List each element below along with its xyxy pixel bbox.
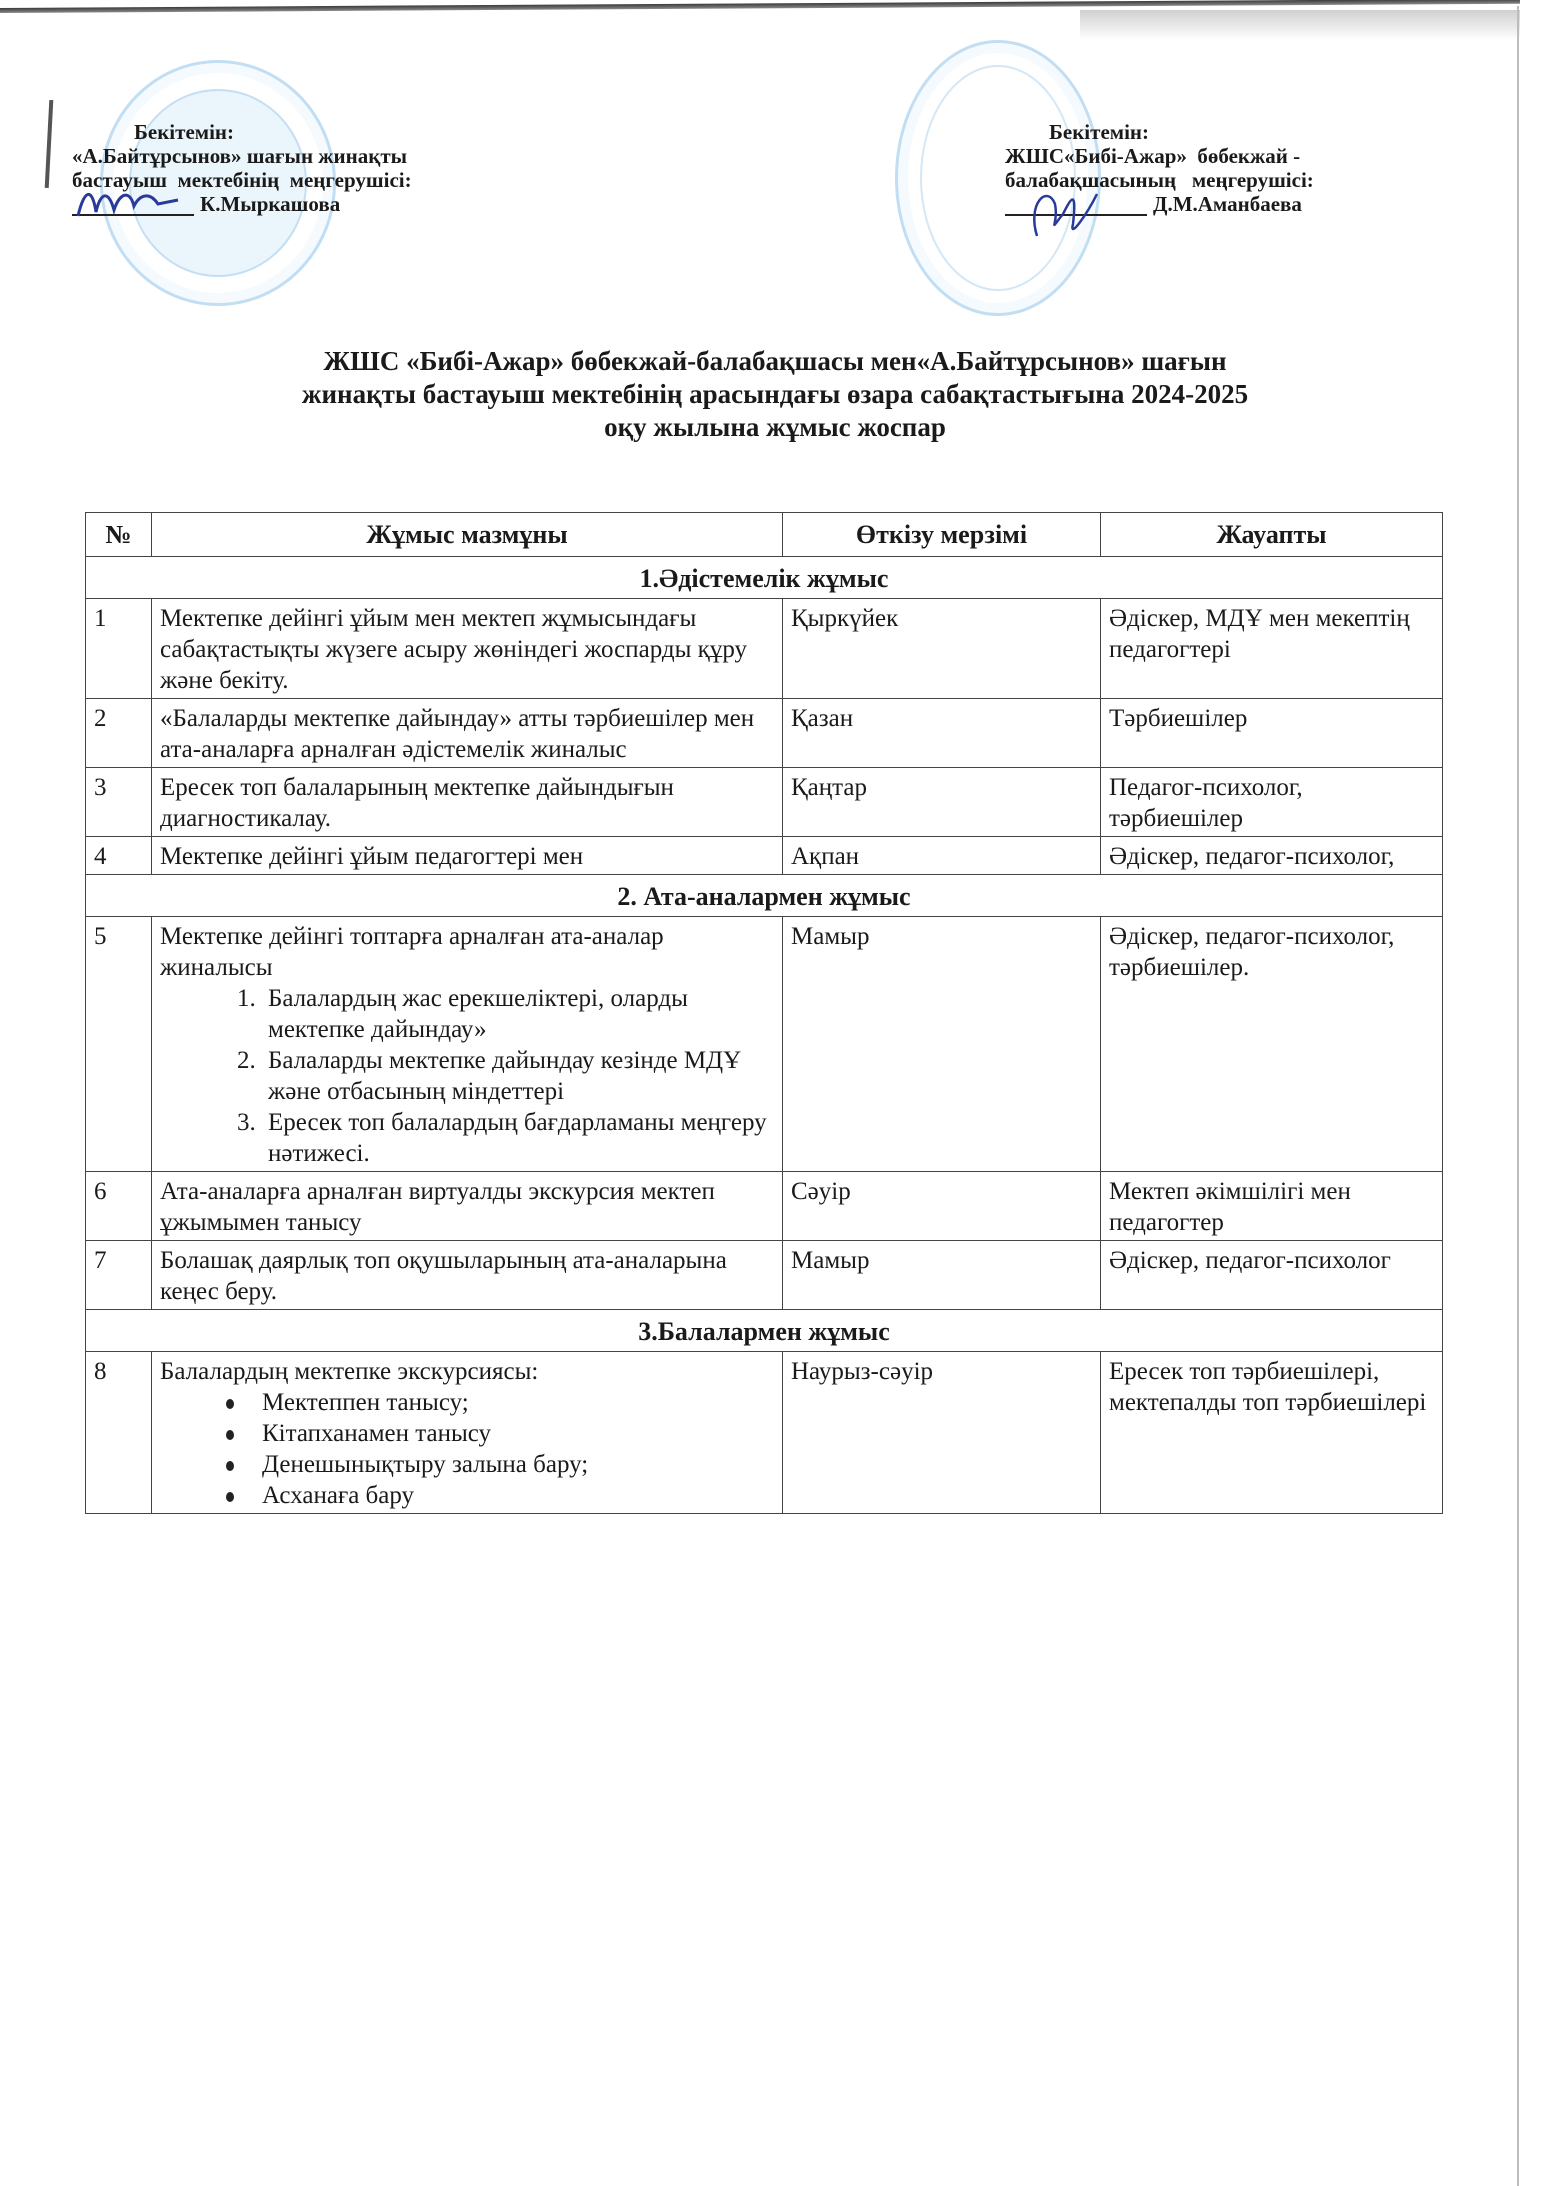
signature-icon [1007, 174, 1117, 244]
row-date: Сәуір [783, 1172, 1101, 1241]
document-title [100, 345, 1450, 444]
row-content: Мектепке дейінгі топтарға арналған ата-аналар жиналысы [160, 923, 664, 981]
row-content: Болашақ даярлық топ оқушыларының ата-аналарына кеңес беру. [152, 1241, 783, 1310]
row-number: 1 [86, 599, 152, 699]
row-content: Ересек топ балаларының мектепке дайындығын диагностикалау. [152, 768, 783, 837]
approval-line: балабақшасының меңгерушісі: [1005, 168, 1314, 192]
approval-block-kindergarten [1005, 120, 1314, 216]
table-row [86, 1172, 1443, 1241]
title-line: жинақты бастауыш мектебінің арасындағы өзара сабақтастығына 2024-2025 [301, 379, 1249, 409]
table-row [86, 1352, 1443, 1514]
table-row [86, 768, 1443, 837]
row-date: Қазан [783, 699, 1101, 768]
list-item: 1. Балалардың жас ерекшеліктері, оларды мектепке дайындау» [262, 983, 776, 1045]
signatory-name: Д.М.Аманбаева [1153, 192, 1302, 216]
row-number: 6 [86, 1172, 152, 1241]
approval-line: «А.Байтұрсынов» шағын жинақты [72, 144, 408, 168]
scan-right-edge [1517, 6, 1519, 2186]
list-item: Асханаға бару [226, 1480, 776, 1511]
section-row [86, 1310, 1443, 1352]
row-responsible: Әдіскер, МДҰ мен мекептің педагогтері [1101, 599, 1443, 699]
row-responsible: Педагог-психолог, тәрбиешілер [1101, 768, 1443, 837]
row-content: Балалардың мектепке экскурсиясы: [160, 1358, 539, 1385]
list-item: Денешынықтыру залына бару; [226, 1449, 776, 1480]
signature-line [1005, 192, 1147, 216]
table-header-row [86, 513, 1443, 557]
row-date: Ақпан [783, 837, 1101, 875]
header-responsible: Жауапты [1101, 513, 1443, 557]
row-number: 7 [86, 1241, 152, 1310]
signature-line [72, 192, 194, 216]
signature-icon [74, 182, 184, 222]
meeting-topics-list [160, 983, 776, 1169]
row-date: Мамыр [783, 917, 1101, 1172]
table-row [86, 599, 1443, 699]
row-date: Наурыз-сәуір [783, 1352, 1101, 1514]
row-content: Мектепке дейінгі ұйым педагогтері мен [152, 837, 783, 875]
work-plan-table [85, 512, 1443, 1514]
list-item: Мектеппен танысу; [226, 1387, 776, 1418]
title-line: ЖШС «Бибі-Ажар» бөбекжай-балабақшасы мен«А.Байтұрсынов» шағын [323, 346, 1227, 376]
table-row [86, 1241, 1443, 1310]
row-number: 4 [86, 837, 152, 875]
row-number: 2 [86, 699, 152, 768]
scan-shadow [1080, 10, 1520, 40]
section-row [86, 557, 1443, 599]
table-row [86, 699, 1443, 768]
approval-label: Бекітемін: [134, 120, 235, 144]
row-date: Мамыр [783, 1241, 1101, 1310]
header-number: № [86, 513, 152, 557]
row-responsible: Әдіскер, педагог-психолог, тәрбиешілер. [1101, 917, 1443, 1172]
row-responsible: Тәрбиешілер [1101, 699, 1443, 768]
excursion-list [160, 1387, 776, 1511]
approval-block-school [72, 120, 412, 216]
row-content-cell [152, 1352, 783, 1514]
row-number: 8 [86, 1352, 152, 1514]
row-responsible: Мектеп әкімшілігі мен педагогтер [1101, 1172, 1443, 1241]
row-responsible: Әдіскер, педагог-психолог [1101, 1241, 1443, 1310]
approval-line: бастауыш мектебінің меңгерушісі: [72, 168, 412, 192]
list-item: Кітапханамен танысу [226, 1418, 776, 1449]
section-row [86, 875, 1443, 917]
row-date: Қыркүйек [783, 599, 1101, 699]
header-date: Өткізу мерзімі [783, 513, 1101, 557]
row-content-cell [152, 917, 783, 1172]
section-title: 3.Балалармен жұмыс [86, 1310, 1443, 1352]
list-item: 2. Балаларды мектепке дайындау кезінде МДҰ және отбасының міндеттері [262, 1045, 776, 1107]
row-number: 5 [86, 917, 152, 1172]
margin-mark [45, 100, 54, 188]
row-content: Ата-аналарға арналған виртуалды экскурсия мектеп ұжымымен танысу [152, 1172, 783, 1241]
section-title: 1.Әдістемелік жұмыс [86, 557, 1443, 599]
row-number: 3 [86, 768, 152, 837]
row-responsible: Әдіскер, педагог-психолог, [1101, 837, 1443, 875]
row-content: Мектепке дейінгі ұйым мен мектеп жұмысындағы сабақтастықты жүзеге асыру жөніндегі жоспарды құру және бекіту. [152, 599, 783, 699]
title-line: оқу жылына жұмыс жоспар [604, 412, 946, 442]
section-title: 2. Ата-аналармен жұмыс [86, 875, 1443, 917]
approval-label: Бекітемін: [1049, 120, 1150, 144]
table-row [86, 917, 1443, 1172]
row-content: «Балаларды мектепке дайындау» атты тәрбиешілер мен ата-аналарға арналған әдістемелік жиналыс [152, 699, 783, 768]
approval-line: ЖШС«Бибі-Ажар» бөбекжай - [1005, 144, 1301, 168]
row-responsible: Ересек топ тәрбиешілері, мектепалды топ тәрбиешілері [1101, 1352, 1443, 1514]
list-item: 3. Ересек топ балалардың бағдарламаны меңгеру нәтижесі. [262, 1107, 776, 1169]
signatory-name: К.Мыркашова [200, 192, 341, 216]
row-date: Қаңтар [783, 768, 1101, 837]
table-row [86, 837, 1443, 875]
header-content: Жұмыс мазмұны [152, 513, 783, 557]
